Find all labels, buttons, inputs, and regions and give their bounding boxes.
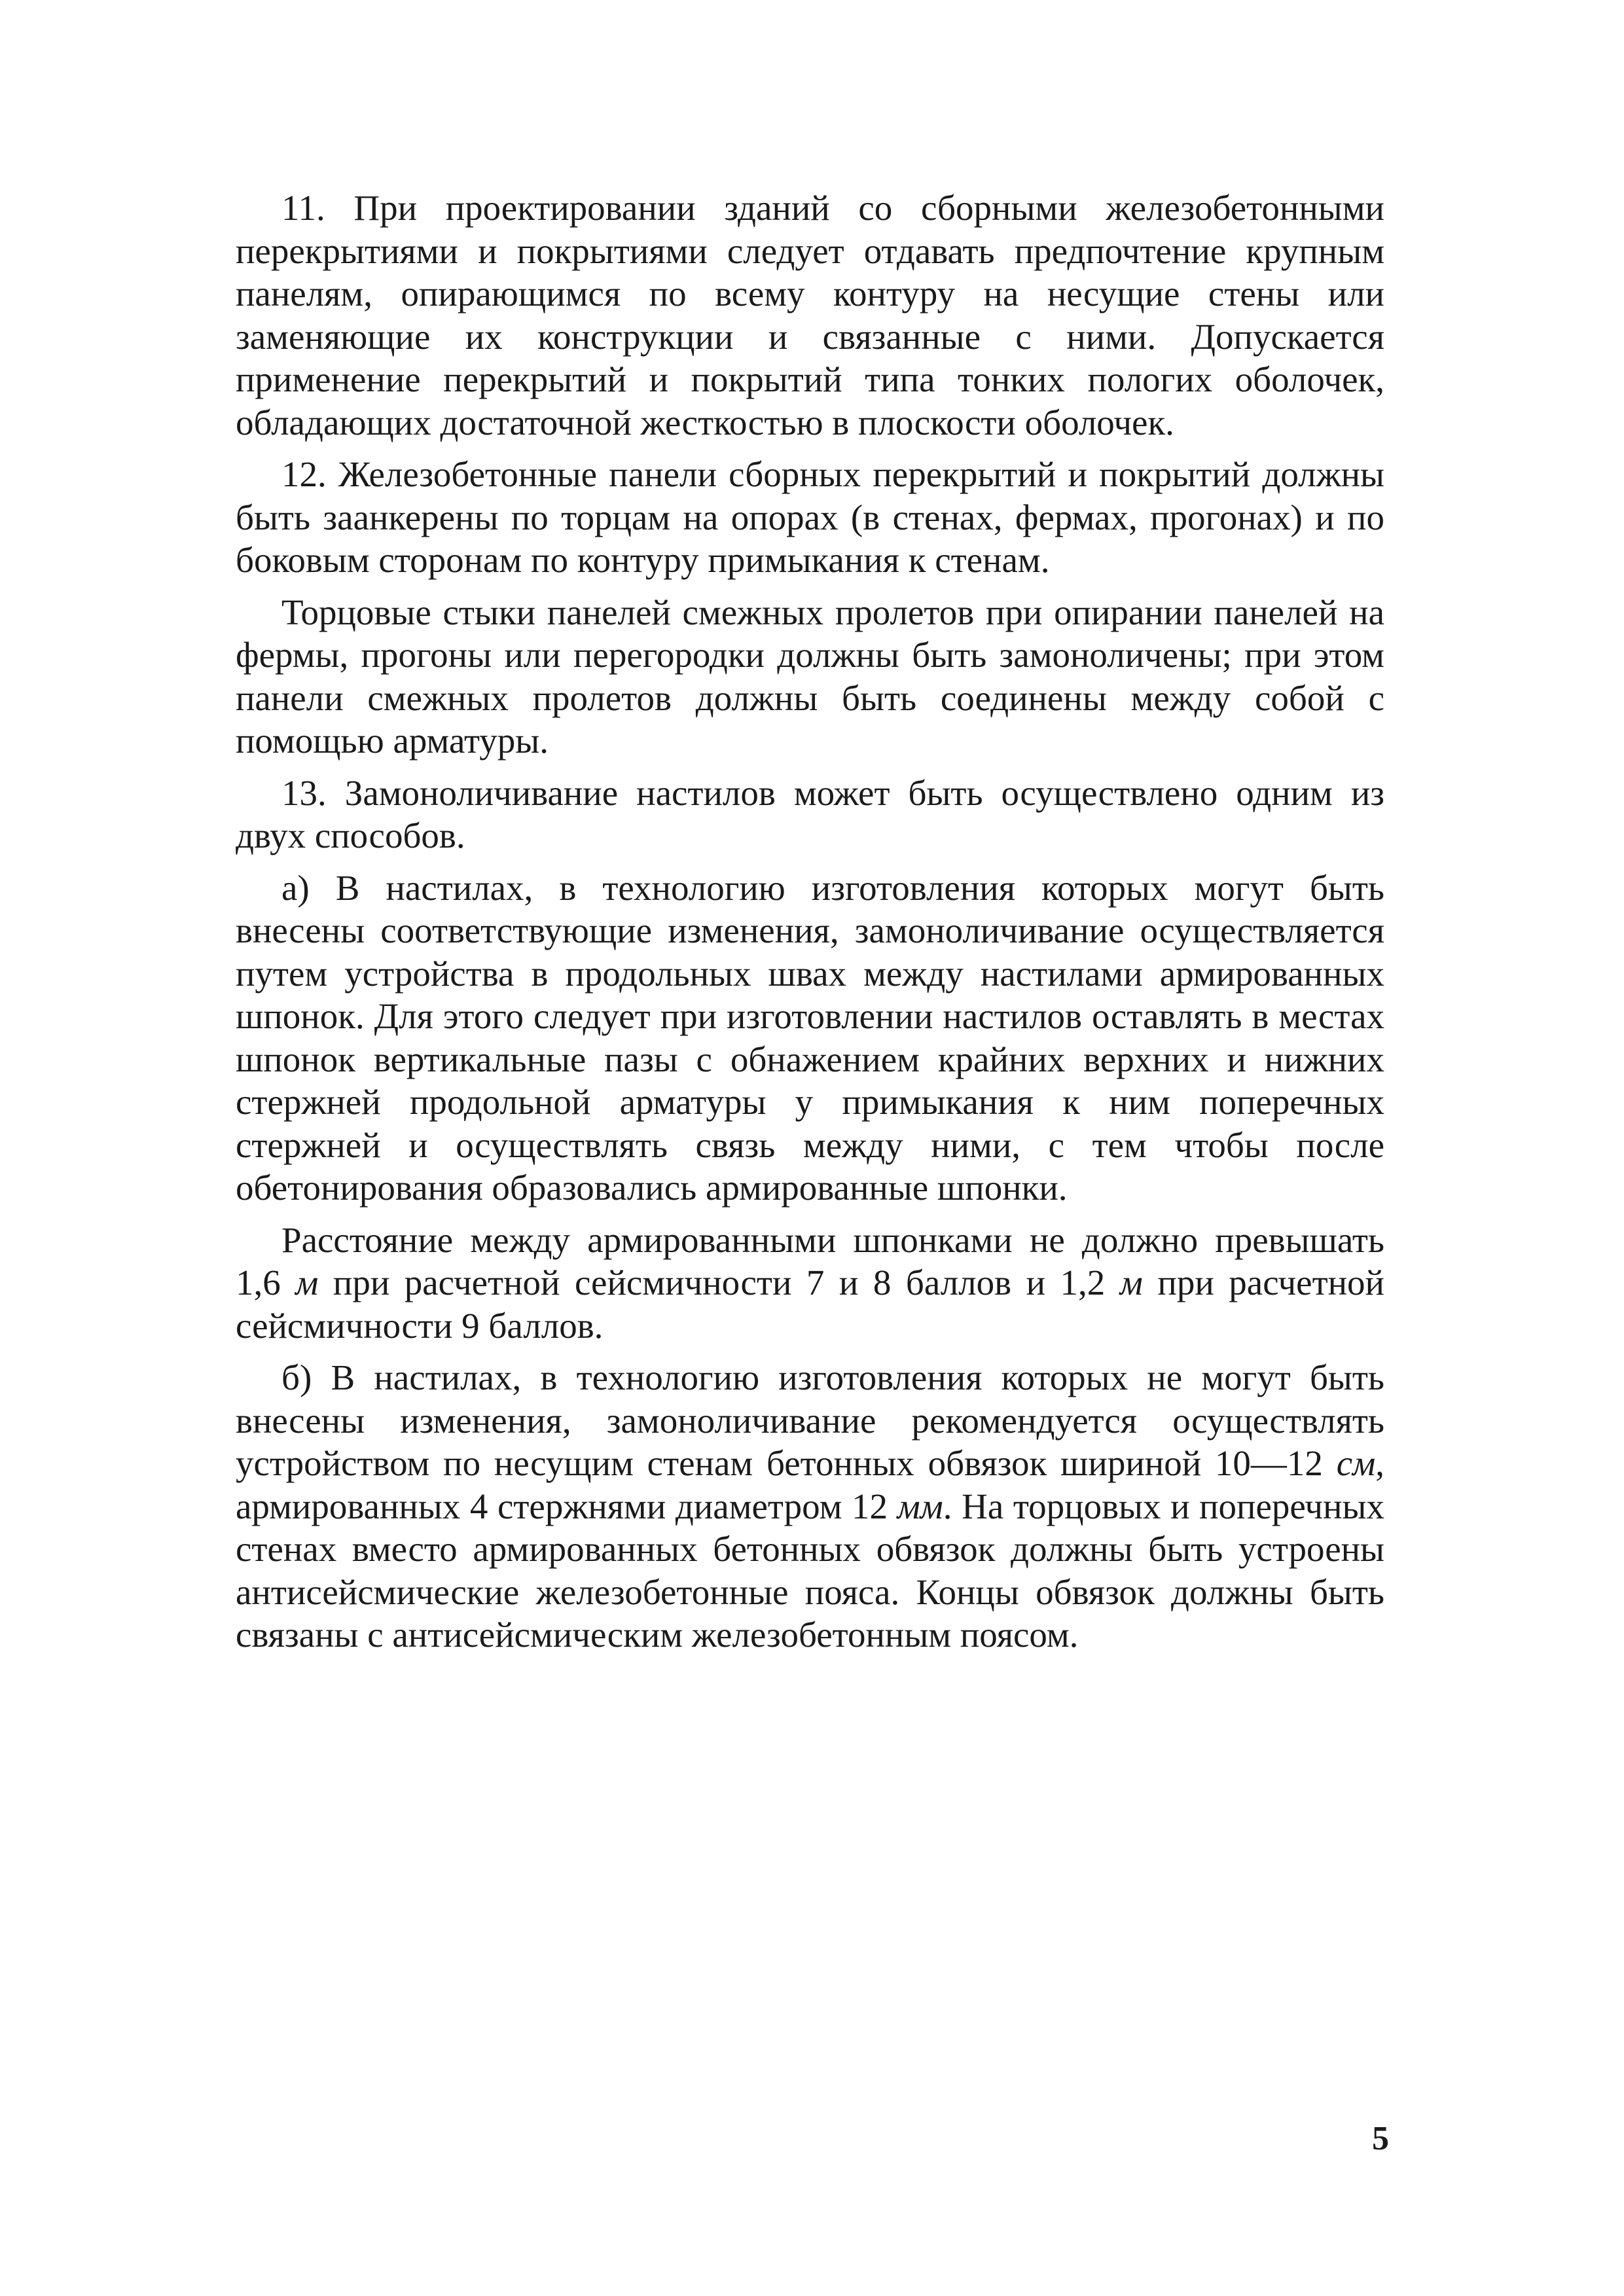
unit-m: м — [295, 1263, 319, 1302]
text-run: Расстояние между армированными шпонками не должно превышать 1,6 — [236, 1219, 1384, 1302]
unit-m: м — [1119, 1263, 1143, 1302]
paragraph-13a: а) В настилах, в технологию изготовления которых могут быть внесены соответствующие изменения, замоноличивание осуществляется путем устройства в продольных швах между настилами армированных шпонок. Для этого следует при изготовлении настилов оставлять в местах шпонок вертикальные пазы с обнажением крайних верхних и нижних стержней продольной арматуры у примыкания к ним поперечных стержней и осуществлять связь между ними, с тем чтобы после обетонирования образовались армированные шпонки. — [236, 867, 1384, 1208]
body-text — [236, 187, 1384, 1666]
paragraph-12-joints: Торцовые стыки панелей смежных пролетов при опирании панелей на фермы, прогоны или перегородки должны быть замоноличены; при этом панели смежных пролетов должны быть соединены между собой с помощью арматуры. — [236, 592, 1384, 761]
text-run: . На торцовых и поперечных стенах вместо армированных бетонных обвязок должны быть устроены антисейсмические железобетонные пояса. Концы обвязок должны быть связаны с антисейсмическим железобетонным поясом. — [236, 1486, 1384, 1655]
text-run: б) В настилах, в технологию изготовления которых не могут быть внесены изменения, замоноличивание рекомендуется осуществлять устройством по несущим стенам бетонных обвязок шириной 10—12 — [236, 1357, 1384, 1483]
text-run: при расчетной сейсмичности 7 и 8 баллов и 1,2 — [318, 1263, 1120, 1302]
paragraph-11: 11. При проектировании зданий со сборными железобетонными перекрытиями и покрытиями следует отдавать предпочтение крупным панелям, опирающимся по всему контуру на несущие стены или заменяющие их конструкции и связанные с ними. Допускается применение перекрытий и покрытий типа тонких пологих оболочек, обладающих достаточной жесткостью в плоскости оболочек. — [236, 188, 1384, 442]
unit-cm: см — [1336, 1443, 1376, 1483]
text-run: при расчетной сейсмичности 9 баллов. — [236, 1263, 1384, 1346]
text-run: , армированных 4 стержнями диаметром 12 — [236, 1443, 1384, 1526]
paragraph-13b — [236, 1356, 1384, 1657]
paragraph-12: 12. Железобетонные панели сборных перекрытий и покрытий должны быть заанкерены по торцам на опорах (в стенах, фермах, прогонах) и по боковым сторонам по контуру примыкания к стенам. — [236, 454, 1384, 580]
paragraph-13a-spacing — [236, 1219, 1384, 1348]
page-number: 5 — [1372, 2120, 1389, 2157]
unit-mm: мм — [897, 1486, 943, 1526]
paragraph-13: 13. Замоноличивание настилов может быть осуществлено одним из двух способов. — [236, 772, 1384, 855]
